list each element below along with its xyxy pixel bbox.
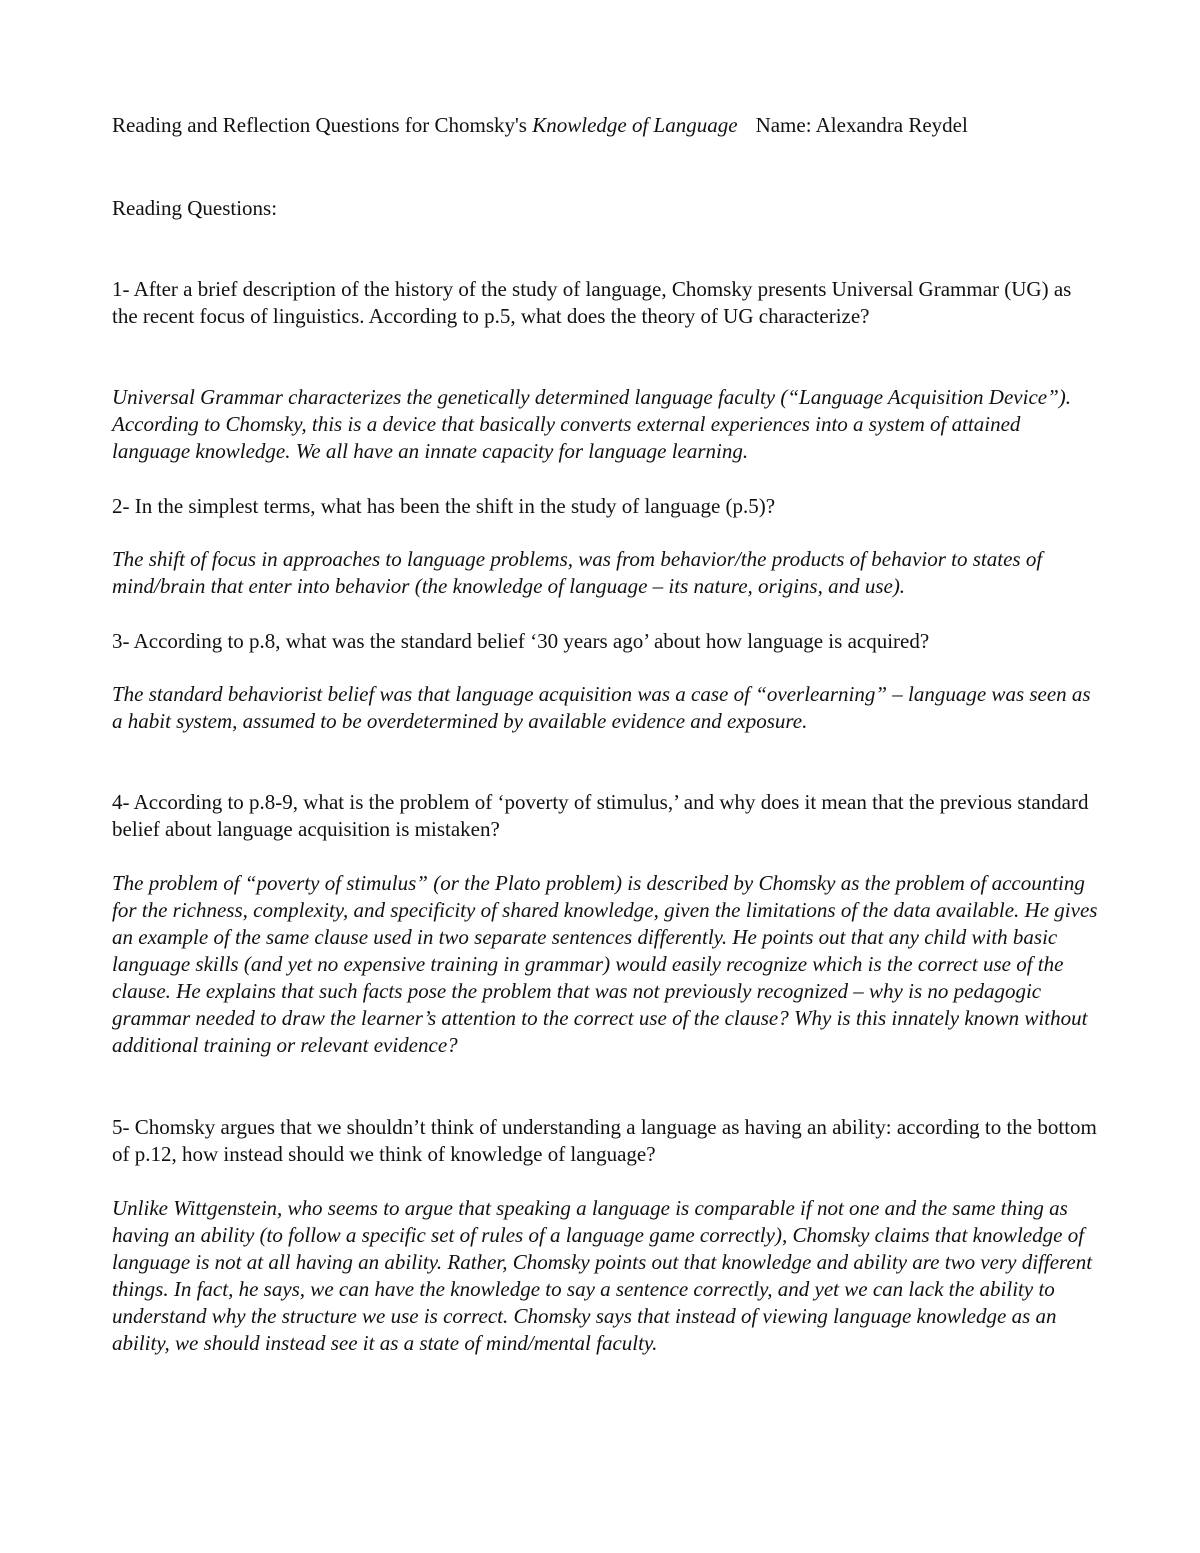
document-title: Reading and Reflection Questions for Chomsky's	[112, 113, 527, 137]
answer-2: The shift of focus in approaches to language problems, was from behavior/the products of behavior to states of mind/brain that enter into behavior (the knowledge of language – its nature, origins, and use).	[112, 547, 1043, 598]
document-title-line	[112, 112, 1102, 139]
answer-1: Universal Grammar characterizes the genetically determined language faculty (“Language Acquisition Device”). According to Chomsky, this is a device that basically converts external experiences into a system of attained language knowledge. We all have an innate capacity for language learning.	[112, 385, 1072, 463]
answer-4: The problem of “poverty of stimulus” (or the Plato problem) is described by Chomsky as the problem of accounting for the richness, complexity, and specificity of shared knowledge, given the limitations of the data available. He gives an example of the same clause used in two separate sentences differently. He points out that any child with basic language skills (and yet no expensive training in grammar) would easily recognize which is the correct use of the clause. He explains that such facts pose the problem that was not previously recognized – why is no pedagogic grammar needed to draw the learner’s attention to the correct use of the clause? Why is this innately known without additional training or relevant evidence?	[112, 871, 1098, 1057]
question-3: 3- According to p.8, what was the standard belief ‘30 years ago’ about how language is acquired?	[112, 629, 930, 653]
book-title: Knowledge of Language	[532, 113, 738, 137]
question-1: 1- After a brief description of the history of the study of language, Chomsky presents Universal Grammar (UG) as the recent focus of linguistics. According to p.5, what does the theory of UG characterize?	[112, 277, 1072, 328]
question-4: 4- According to p.8-9, what is the problem of ‘poverty of stimulus,’ and why does it mean that the previous standard belief about language acquisition is mistaken?	[112, 790, 1089, 841]
student-name: Name: Alexandra Reydel	[755, 113, 968, 137]
section-heading: Reading Questions:	[112, 196, 278, 220]
answer-3: The standard behaviorist belief was that language acquisition was a case of “overlearning” – language was seen as a habit system, assumed to be overdetermined by available evidence and exposure.	[112, 682, 1091, 733]
answer-5: Unlike Wittgenstein, who seems to argue that speaking a language is comparable if not one and the same thing as having an ability (to follow a specific set of rules of a language game correctly), Chomsky claims that knowledge of language is not at all having an ability. Rather, Chomsky points out that knowledge and ability are two very different things. In fact, he says, we can have the knowledge to say a sentence correctly, and yet we can lack the ability to understand why the structure we use is correct. Chomsky says that instead of viewing language knowledge as an ability, we should instead see it as a state of mind/mental faculty.	[112, 1196, 1093, 1355]
question-2: 2- In the simplest terms, what has been the shift in the study of language (p.5)?	[112, 494, 776, 518]
question-5: 5- Chomsky argues that we shouldn’t think of understanding a language as having an ability: according to the bottom of p.12, how instead should we think of knowledge of language?	[112, 1115, 1097, 1166]
